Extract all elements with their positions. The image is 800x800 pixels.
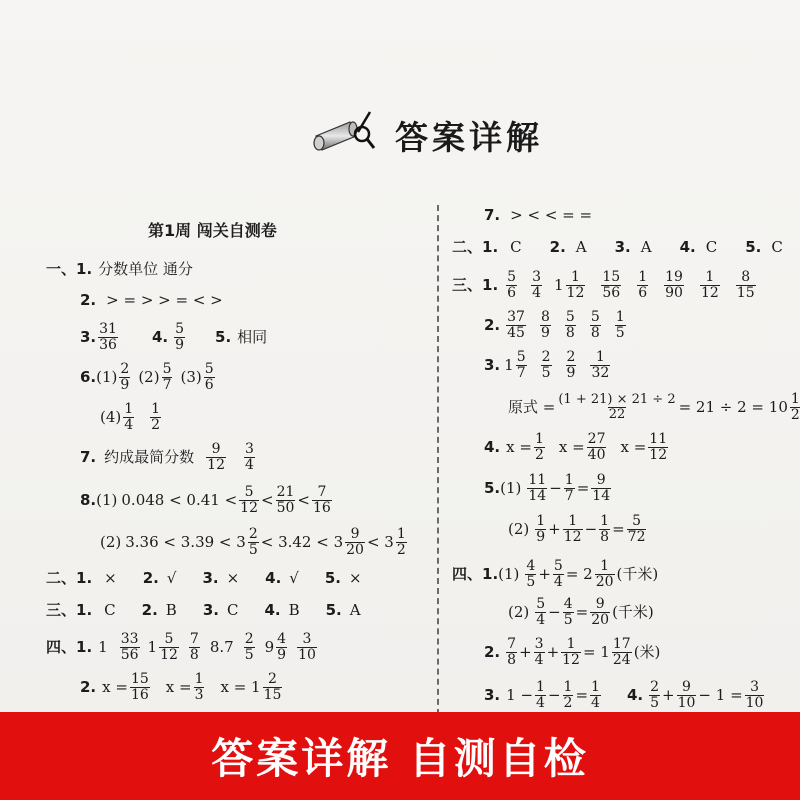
left-q1-8-1 bbox=[80, 485, 334, 515]
fraction: $\frac{15}{16}$ bbox=[130, 671, 149, 703]
fraction: 7 8 bbox=[189, 631, 199, 663]
answer-text: 约成最简分数 bbox=[104, 447, 195, 466]
left-section-4-q2 bbox=[80, 672, 284, 702]
answer-mark: × bbox=[104, 569, 117, 587]
answer-text: < 3.42 < 3 bbox=[260, 532, 344, 551]
sub-label: (2) bbox=[508, 519, 530, 538]
banner-text: 答案详解 自测自检 bbox=[211, 734, 589, 783]
question-number: 2. bbox=[80, 677, 97, 696]
column-divider bbox=[437, 205, 439, 712]
question-number: 4. bbox=[484, 437, 501, 456]
question-number: 5. bbox=[215, 327, 232, 346]
question-number: 3. bbox=[484, 355, 501, 374]
operator: − bbox=[549, 478, 562, 497]
answer-text: > = > > = < > bbox=[106, 291, 223, 309]
sub-label: (4) bbox=[100, 407, 122, 426]
fraction: $\frac{5}{4}$ bbox=[553, 558, 563, 590]
fraction: 1 9 bbox=[536, 513, 546, 545]
sub-label: (1) bbox=[96, 490, 118, 509]
operator: < bbox=[261, 490, 274, 509]
operator: = bbox=[575, 685, 589, 704]
fraction: 1 2 bbox=[396, 526, 406, 558]
question-number: 4. bbox=[264, 601, 281, 619]
fraction: 5 9 bbox=[175, 321, 185, 353]
unit-label: (千米) bbox=[616, 564, 659, 583]
fraction: 5 4 bbox=[536, 596, 546, 628]
left-q1-3to5 bbox=[80, 322, 267, 352]
fraction: 3 4 bbox=[244, 441, 254, 473]
answer-choice: C bbox=[104, 601, 116, 619]
answer-text: < 3 bbox=[366, 532, 394, 551]
right-section-3-q3-formula bbox=[508, 392, 800, 422]
answer-text: x = bbox=[558, 437, 585, 456]
question-number: 3. bbox=[202, 601, 219, 619]
fraction: $\frac{5}{72}$ bbox=[627, 513, 646, 545]
right-section-4-q3-q4 bbox=[484, 680, 766, 710]
question-number: 5. bbox=[745, 238, 762, 256]
fraction: $\frac{1}{2}$ bbox=[534, 431, 544, 463]
right-section-3-q4 bbox=[484, 432, 670, 462]
section-label: 一、 bbox=[46, 260, 77, 278]
promo-banner bbox=[0, 712, 800, 800]
operator: + bbox=[548, 519, 561, 538]
question-number: 2. bbox=[484, 315, 501, 334]
question-number: 4. bbox=[265, 569, 282, 587]
section-label: 三、 bbox=[452, 275, 483, 294]
fraction: 5 6 bbox=[204, 361, 214, 393]
right-section-3-q1 bbox=[452, 270, 758, 300]
section-label: 四、 bbox=[46, 637, 77, 656]
operator: + bbox=[519, 642, 532, 661]
question-number: 1. bbox=[482, 238, 499, 256]
fraction: 1 12 bbox=[700, 269, 719, 301]
fraction: 1 4 bbox=[124, 401, 134, 433]
question-number: 1. bbox=[482, 275, 499, 294]
operator: < bbox=[297, 490, 310, 509]
fraction: $\frac{1}{8}$ bbox=[600, 513, 610, 545]
fraction: $\frac{3}{10}$ bbox=[745, 679, 764, 711]
section-label: 二、 bbox=[452, 238, 483, 256]
question-number: 1. bbox=[76, 569, 93, 587]
question-number: 3. bbox=[80, 327, 97, 346]
left-section-3 bbox=[46, 603, 361, 618]
answer-text: x = bbox=[165, 677, 192, 696]
fraction: 5 6 bbox=[507, 269, 517, 301]
fraction: $\frac{1}{7}$ bbox=[564, 472, 574, 504]
answer-text: = 21 ÷ 2 = 10 bbox=[678, 397, 788, 416]
fraction: 15 56 bbox=[602, 269, 621, 301]
left-q1-6-4 bbox=[100, 402, 163, 432]
left-q1-8-2 bbox=[100, 527, 409, 557]
fraction: 8 15 bbox=[736, 269, 755, 301]
unit-label: (千米) bbox=[612, 602, 654, 621]
right-section-4-q1-2 bbox=[508, 597, 654, 627]
answer-text: x = bbox=[620, 437, 647, 456]
answer-text: 1 bbox=[98, 637, 108, 656]
fraction: $\frac{3}{4}$ bbox=[534, 636, 544, 668]
answer-header bbox=[300, 98, 580, 168]
fraction: 19 90 bbox=[665, 269, 683, 301]
fraction: $\frac{1}{4}$ bbox=[591, 679, 600, 711]
fraction: 2 15 bbox=[263, 671, 282, 703]
fraction: 7 8 bbox=[507, 636, 517, 668]
question-number: 3. bbox=[484, 685, 501, 704]
question-number: 7. bbox=[80, 447, 97, 466]
fraction: 5 8 bbox=[590, 309, 600, 341]
operator: = bbox=[576, 478, 590, 497]
fraction: 2 5 bbox=[541, 349, 551, 381]
answer-choice: A bbox=[575, 238, 587, 256]
unit-label: (米) bbox=[633, 642, 661, 661]
answer-choice: C bbox=[510, 238, 522, 256]
question-number: 4. bbox=[679, 238, 696, 256]
answer-text: x = bbox=[506, 437, 532, 456]
answer-text: 1 − bbox=[506, 685, 534, 704]
fraction: $\frac{1}{3}$ bbox=[194, 671, 204, 703]
fraction: $\frac{9}{10}$ bbox=[677, 679, 696, 711]
right-section-3-q5-2 bbox=[508, 514, 648, 544]
operator: − bbox=[547, 685, 561, 704]
operator: = 1 bbox=[582, 642, 610, 661]
question-number: 5. bbox=[324, 569, 341, 587]
fraction: 5 12 bbox=[160, 631, 178, 663]
answer-choice: C bbox=[705, 238, 718, 256]
left-section-2 bbox=[46, 571, 362, 586]
fraction: 1 6 bbox=[638, 269, 648, 301]
question-number: 7. bbox=[484, 206, 501, 224]
answer-mark: √ bbox=[166, 569, 177, 587]
fraction: 1 12 bbox=[566, 269, 585, 301]
answer-choice: C bbox=[226, 601, 239, 619]
question-number: 3. bbox=[614, 238, 631, 256]
right-section-3-q3 bbox=[484, 350, 612, 380]
left-q1-6 bbox=[80, 362, 217, 392]
fraction: 1 32 bbox=[591, 349, 610, 381]
answer-choice: B bbox=[288, 601, 300, 619]
question-number: 2. bbox=[142, 569, 159, 587]
section-label: 二、 bbox=[46, 569, 77, 587]
question-number: 2. bbox=[484, 642, 501, 661]
page-title: 答案详解 bbox=[395, 118, 543, 157]
question-number: 4. bbox=[626, 685, 644, 704]
fraction: 1 2 bbox=[790, 391, 800, 423]
right-section-2 bbox=[452, 240, 783, 255]
fraction: 2 5 bbox=[248, 526, 258, 558]
operator: − bbox=[548, 602, 561, 621]
operator: + bbox=[662, 685, 675, 704]
fraction: 1 20 bbox=[595, 558, 614, 590]
answer-text: 1 bbox=[504, 355, 514, 374]
question-number: 2. bbox=[549, 238, 566, 256]
right-section-4-q2 bbox=[484, 637, 660, 667]
left-section-4-q1 bbox=[46, 632, 319, 662]
operator: = 2 bbox=[565, 564, 593, 583]
fraction: 3 10 bbox=[298, 631, 316, 663]
operator: = bbox=[612, 519, 625, 538]
question-number: 1. bbox=[76, 260, 93, 278]
fraction: 5 7 bbox=[162, 361, 172, 393]
answer-choice: A bbox=[640, 238, 652, 256]
fraction: 4 9 bbox=[277, 631, 287, 663]
right-q7 bbox=[484, 208, 592, 223]
question-number: 2. bbox=[141, 601, 158, 619]
operator: + bbox=[546, 642, 560, 661]
sub-label: (1) bbox=[96, 367, 118, 386]
right-section-3-q2 bbox=[484, 310, 628, 340]
sub-label: (2) bbox=[138, 367, 160, 386]
question-number: 3. bbox=[202, 569, 219, 587]
fraction: 9 12 bbox=[207, 441, 225, 473]
answer-mark: × bbox=[226, 569, 240, 587]
answer-choice: A bbox=[349, 601, 361, 619]
answer-choice: C bbox=[771, 238, 783, 256]
answer-choice: B bbox=[165, 601, 177, 619]
question-number: 2. bbox=[80, 291, 97, 309]
fraction: 17 24 bbox=[612, 636, 631, 668]
fraction: 2 5 bbox=[650, 679, 660, 711]
fraction: 2 5 bbox=[244, 631, 254, 663]
week-title: 第1周 闯关自测卷 bbox=[148, 221, 277, 240]
answer-text: x = 1 bbox=[220, 677, 261, 696]
fraction: $\frac{1}{12}$ bbox=[563, 513, 582, 545]
question-number: 8. bbox=[80, 490, 97, 509]
question-number: 4. bbox=[151, 327, 169, 346]
sub-label: (2) bbox=[100, 532, 122, 551]
answer-text: 0.048 < 0.41 < bbox=[121, 490, 238, 509]
question-number: 6. bbox=[80, 367, 97, 386]
section-label: 三、 bbox=[46, 601, 77, 619]
answer-text: 8.7 bbox=[209, 637, 234, 656]
fraction: $\frac{1}{4}$ bbox=[536, 679, 545, 711]
question-number: 1. bbox=[76, 601, 93, 619]
answer-text: 3.36 < 3.39 < 3 bbox=[125, 532, 246, 551]
fraction: 2 9 bbox=[566, 349, 576, 381]
operator: = bbox=[575, 602, 589, 621]
fraction: $\frac{1}{12}$ bbox=[562, 636, 580, 668]
answer-text: 相同 bbox=[237, 327, 268, 346]
sub-label: (3) bbox=[180, 367, 202, 386]
fraction: $\frac{11}{12}$ bbox=[649, 431, 668, 463]
answer-text: 原式 = bbox=[508, 397, 556, 416]
fraction: $\frac{(1 + 21) \times 21 \div 2}{22}$ bbox=[558, 392, 676, 422]
fraction: 5 8 bbox=[565, 309, 575, 341]
fraction: 8 9 bbox=[540, 309, 550, 341]
answer-text: x = bbox=[102, 677, 128, 696]
sub-label: (2) bbox=[508, 602, 530, 621]
operator: − 1 = bbox=[698, 685, 743, 704]
operator: − bbox=[584, 519, 598, 538]
right-section-4-q1-1 bbox=[452, 559, 658, 589]
rolled-scroll-magnifier-icon bbox=[310, 106, 380, 156]
fraction: $\frac{1}{2}$ bbox=[563, 679, 573, 711]
fraction: $\frac{27}{40}$ bbox=[587, 431, 606, 463]
fraction: 2 9 bbox=[120, 361, 130, 393]
fraction: 9 20 bbox=[346, 526, 364, 558]
sub-label: (1) bbox=[500, 478, 522, 497]
fraction: 1 2 bbox=[151, 401, 161, 433]
fraction: 37 45 bbox=[507, 309, 525, 341]
answer-mark: × bbox=[349, 569, 362, 587]
fraction: 21 50 bbox=[276, 484, 295, 516]
fraction: 11 14 bbox=[528, 472, 547, 504]
left-q1-7 bbox=[80, 442, 257, 472]
section-label: 四、 bbox=[452, 564, 483, 583]
answer-text: 1 bbox=[147, 637, 158, 656]
left-q1-1 bbox=[46, 262, 193, 277]
fraction: 7 16 bbox=[312, 484, 331, 516]
fraction: $\frac{9}{20}$ bbox=[591, 596, 610, 628]
fraction: 4 5 bbox=[526, 558, 536, 590]
fraction: 33 56 bbox=[120, 631, 139, 663]
right-section-3-q5-1 bbox=[484, 473, 613, 503]
question-number: 1. bbox=[76, 637, 93, 656]
fraction: 5 12 bbox=[240, 484, 258, 516]
question-number: 5. bbox=[325, 601, 342, 619]
answer-text: 9 bbox=[264, 637, 275, 656]
question-number: 1. bbox=[482, 564, 499, 583]
answer-mark: √ bbox=[289, 569, 299, 587]
answer-text: 分数单位 通分 bbox=[98, 260, 193, 278]
fraction: 3 4 bbox=[532, 269, 541, 301]
answer-text: 1 bbox=[554, 275, 564, 294]
fraction: 31 36 bbox=[99, 321, 117, 353]
sub-label: (1) bbox=[498, 564, 520, 583]
operator: + bbox=[538, 564, 551, 583]
question-number: 5. bbox=[484, 478, 501, 497]
fraction: $\frac{9}{14}$ bbox=[592, 472, 611, 504]
fraction: $\frac{4}{5}$ bbox=[563, 596, 573, 628]
fraction: 5 7 bbox=[516, 349, 526, 381]
fraction: 1 5 bbox=[615, 309, 625, 341]
left-q1-2 bbox=[80, 293, 223, 308]
answer-text: > < < = = bbox=[510, 206, 593, 224]
